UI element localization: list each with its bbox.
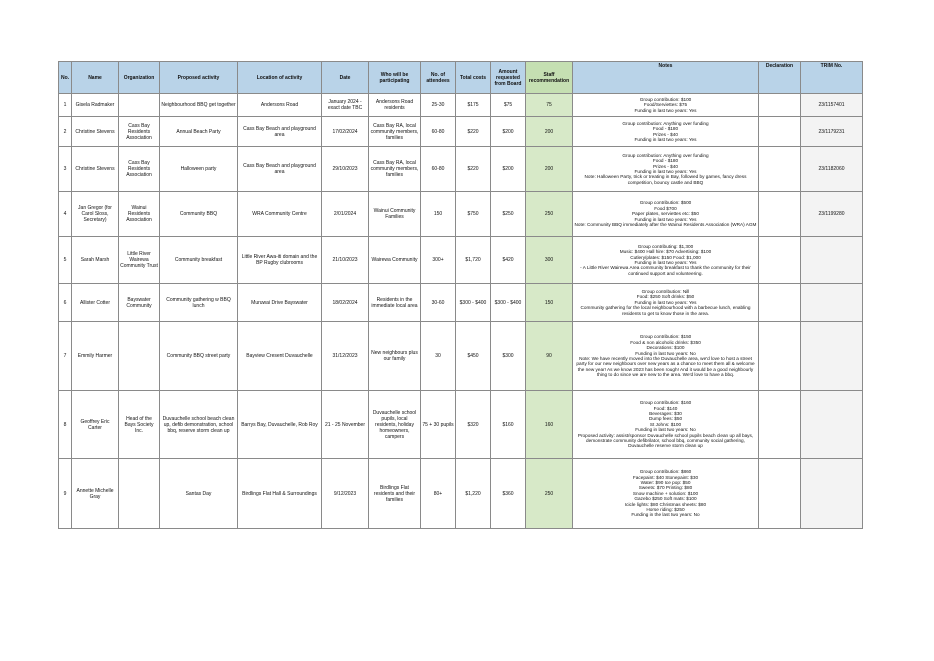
cell-requested: $300 - $400 [491, 284, 526, 322]
cell-no: 4 [59, 192, 72, 237]
table-row [59, 237, 863, 284]
cell-attendees: 60-80 [421, 117, 456, 147]
cell-location: WRA Community Centre [238, 192, 322, 237]
cell-activity: Santas Day [160, 459, 238, 529]
table-row [59, 391, 863, 459]
cell-staff: 250 [526, 192, 573, 237]
cell-total: $450 [456, 322, 491, 391]
cell-staff: 300 [526, 237, 573, 284]
cell-requested: $250 [491, 192, 526, 237]
cell-trim: 23/1179231 [801, 117, 863, 147]
cell-requested: $360 [491, 459, 526, 529]
cell-requested: $420 [491, 237, 526, 284]
cell-date: 17/02/2024 [322, 117, 369, 147]
header-participating: Who will be participating [369, 62, 421, 94]
cell-participating: Cass Bay RA, local community members, families [369, 117, 421, 147]
table-row [59, 192, 863, 237]
cell-location: Cass Bay Beach and playground area [238, 147, 322, 192]
cell-organization: Little River Wairewa Community Trust [119, 237, 160, 284]
cell-trim [801, 391, 863, 459]
cell-declaration [759, 459, 801, 529]
cell-date: 29/10/2023 [322, 147, 369, 192]
cell-total: $300 - $400 [456, 284, 491, 322]
cell-location: Andersons Road [238, 94, 322, 117]
cell-participating: Duvauchelle school pupils, local residents, holiday homeowners, campers [369, 391, 421, 459]
header-notes: Notes [573, 62, 759, 94]
cell-organization: Wainui Residents Association [119, 192, 160, 237]
cell-requested: $300 [491, 322, 526, 391]
cell-staff: 150 [526, 284, 573, 322]
cell-name: Emmily Harmer [72, 322, 119, 391]
table-row [59, 147, 863, 192]
cell-date: January 2024 - exact date TBC [322, 94, 369, 117]
cell-name: Sarah Marsh [72, 237, 119, 284]
cell-name: Geoffrey Eric Carter [72, 391, 119, 459]
cell-total: $320 [456, 391, 491, 459]
cell-participating: Andersons Road residents [369, 94, 421, 117]
cell-organization [119, 94, 160, 117]
cell-activity: Halloween party [160, 147, 238, 192]
cell-no: 3 [59, 147, 72, 192]
cell-no: 5 [59, 237, 72, 284]
cell-participating: Residents in the immediate local area [369, 284, 421, 322]
cell-notes: Group contribution: $150 Food & non alcoholic drinks: $350 Decorations: $100 Funding in last two years: No Note: We have recently moved into the Duvauchelle area, we'd love to host a street party for our new neighbours over new years as a chance to meet them all & welcome the new year! As we know 2023 has been rough! And it would be a good neighbourly thing to do since we are new to the area. We'd love to have a bbq. [573, 322, 759, 391]
table-body [59, 94, 863, 529]
header-name: Name [72, 62, 119, 94]
cell-location: Birdlings Flat Hall & Surroundings [238, 459, 322, 529]
cell-attendees: 25-30 [421, 94, 456, 117]
cell-staff: 200 [526, 147, 573, 192]
cell-staff: 90 [526, 322, 573, 391]
cell-organization: Head of the Bays Society Inc. [119, 391, 160, 459]
header-date: Date [322, 62, 369, 94]
cell-trim: 23/1199280 [801, 192, 863, 237]
cell-name: Annette Michelle Gray [72, 459, 119, 529]
cell-participating: Wairewa Community [369, 237, 421, 284]
cell-trim [801, 459, 863, 529]
cell-organization: Cass Bay Residents Association [119, 147, 160, 192]
cell-total: $220 [456, 117, 491, 147]
cell-declaration [759, 284, 801, 322]
header-trim: TRIM No. [801, 62, 863, 94]
table-row [59, 322, 863, 391]
header-total: Total costs [456, 62, 491, 94]
cell-location: Barrys Bay, Duvauchelle, Rob Roy [238, 391, 322, 459]
cell-organization [119, 459, 160, 529]
table-row [59, 94, 863, 117]
cell-declaration [759, 94, 801, 117]
cell-no: 8 [59, 391, 72, 459]
cell-attendees: 80+ [421, 459, 456, 529]
cell-date: 31/12/2023 [322, 322, 369, 391]
cell-requested: $200 [491, 117, 526, 147]
cell-total: $750 [456, 192, 491, 237]
cell-name: Gisela Radmaker [72, 94, 119, 117]
cell-declaration [759, 322, 801, 391]
cell-requested: $200 [491, 147, 526, 192]
cell-notes: Group contribution: Nill Food: $250 Soft drinks: $50 Funding in last two years: Yes Community gathering for the local neighbourhood with a barbecue lunch, enabling residents to get to know those in the area. [573, 284, 759, 322]
cell-staff: 250 [526, 459, 573, 529]
cell-date: 21/10/2023 [322, 237, 369, 284]
cell-location: Bayview Cresent Duvauchelle [238, 322, 322, 391]
cell-attendees: 150 [421, 192, 456, 237]
cell-name: Christine Stevens [72, 147, 119, 192]
cell-activity: Community BBQ [160, 192, 238, 237]
header-activity: Proposed activity [160, 62, 238, 94]
header-location: Location of activity [238, 62, 322, 94]
cell-attendees: 60-80 [421, 147, 456, 192]
table-row [59, 117, 863, 147]
cell-date: 21 - 25 November [322, 391, 369, 459]
cell-date: 18/02/2024 [322, 284, 369, 322]
cell-date: 2/01/2024 [322, 192, 369, 237]
cell-participating: Cass Bay RA, local community members, families [369, 147, 421, 192]
cell-staff: 200 [526, 117, 573, 147]
cell-no: 1 [59, 94, 72, 117]
cell-notes: Group contribution: $860 Facepaint: $40 Stonepaint: $30 Water: $90 Ice pop: $50 Sweets: $70 Printing: $80 Snow machine + solution: $100 Gazebo $250 Soft mats: $100 Icicle lights: $80 Christmas sheets: $80 Horse riding: $250 Funding in the last two years: No [573, 459, 759, 529]
cell-no: 2 [59, 117, 72, 147]
cell-total: $175 [456, 94, 491, 117]
cell-notes: Group contribution: Anything over funding Food - $180 Prizes - $40 Funding in last two years: Yes Note: Halloween Party, trick or treating in Bay, followed by games, fancy dress competition, bouncy castle and BBQ [573, 147, 759, 192]
cell-participating: Birdlings Flat residents and their families [369, 459, 421, 529]
cell-requested: $75 [491, 94, 526, 117]
cell-declaration [759, 117, 801, 147]
cell-participating: Wainui Community Families [369, 192, 421, 237]
cell-location: Cass Bay Beach and playground area [238, 117, 322, 147]
cell-activity: Community gathering w BBQ lunch [160, 284, 238, 322]
cell-date: 9/12/2023 [322, 459, 369, 529]
header-attendees: No. of attendees [421, 62, 456, 94]
cell-trim [801, 322, 863, 391]
header-no: No. [59, 62, 72, 94]
cell-trim [801, 284, 863, 322]
cell-requested: $160 [491, 391, 526, 459]
cell-activity: Annual Beach Party [160, 117, 238, 147]
table-row [59, 284, 863, 322]
header-declaration: Declaration [759, 62, 801, 94]
cell-activity: Community BBQ street party [160, 322, 238, 391]
cell-attendees: 75 + 30 pupils [421, 391, 456, 459]
header-organization: Organization [119, 62, 160, 94]
cell-total: $1,220 [456, 459, 491, 529]
cell-no: 6 [59, 284, 72, 322]
cell-declaration [759, 147, 801, 192]
cell-staff: 75 [526, 94, 573, 117]
cell-location: Muruwai Drive Bayswater [238, 284, 322, 322]
cell-attendees: 30 [421, 322, 456, 391]
cell-organization [119, 322, 160, 391]
cell-activity: Neighbourhood BBQ get together [160, 94, 238, 117]
cell-no: 7 [59, 322, 72, 391]
cell-declaration [759, 192, 801, 237]
cell-name: Allister Cotter [72, 284, 119, 322]
cell-attendees: 300+ [421, 237, 456, 284]
cell-notes: Group contribution: Anything over funding Food - $180 Prizes - $40 Funding in last two years: Yes [573, 117, 759, 147]
cell-organization: Cass Bay Residents Association [119, 117, 160, 147]
table-row [59, 459, 863, 529]
cell-participating: New neighbours plus our family [369, 322, 421, 391]
cell-name: Jan Gregor (for Carol Sloss, Secretary) [72, 192, 119, 237]
cell-activity: Duvauchelle school beach clean up, defib demonstration, school bbq, reserve storm clean up [160, 391, 238, 459]
cell-activity: Community breakfast [160, 237, 238, 284]
header-row [59, 62, 863, 94]
cell-location: Little River Awa-iti domain and the BP Rugby clubrooms [238, 237, 322, 284]
cell-declaration [759, 391, 801, 459]
cell-notes: Group contribution: $500 Food $700 Paper plates, serviettes etc: $50 Funding in last two years: Yes Note: Community BBQ immediately after the Wainui Residents Association (WRA) AGM [573, 192, 759, 237]
cell-staff: 160 [526, 391, 573, 459]
cell-trim: 23/1182060 [801, 147, 863, 192]
cell-no: 9 [59, 459, 72, 529]
header-requested: Amount requested from Board [491, 62, 526, 94]
cell-trim: 23/1157401 [801, 94, 863, 117]
cell-notes: Group contribution: $100 Food/Serviettes: $75 Funding in last two years: Yes [573, 94, 759, 117]
header-staff: Staff recommendation [526, 62, 573, 94]
cell-attendees: 30-60 [421, 284, 456, 322]
cell-notes: Group contributing: $1,300 Music: $400 Hall hire: $70 Advertising: $100 Cutlery/plates: $150 Food: $1,000 Funding in last two years: Yes - A Little River Wairewa Area community breakfast to thank the community for their continued support and volunteering. [573, 237, 759, 284]
cell-declaration [759, 237, 801, 284]
cell-total: $1,720 [456, 237, 491, 284]
cell-trim [801, 237, 863, 284]
cell-name: Christine Stevens [72, 117, 119, 147]
cell-notes: Group contribution: $160 Food: $140 Beverages: $30 Dump fees: $50 St Johns: $100 Funding in last two years: No Proposed activity: assist/sponsor Duvauchelle school pupils beach clean up all bays, demonstrate community defibrilator, school bbq, community social gathering, Duvauchelle reserve storm clean up [573, 391, 759, 459]
grant-applications-table [58, 61, 863, 529]
cell-total: $220 [456, 147, 491, 192]
cell-organization: Bayswater Community [119, 284, 160, 322]
